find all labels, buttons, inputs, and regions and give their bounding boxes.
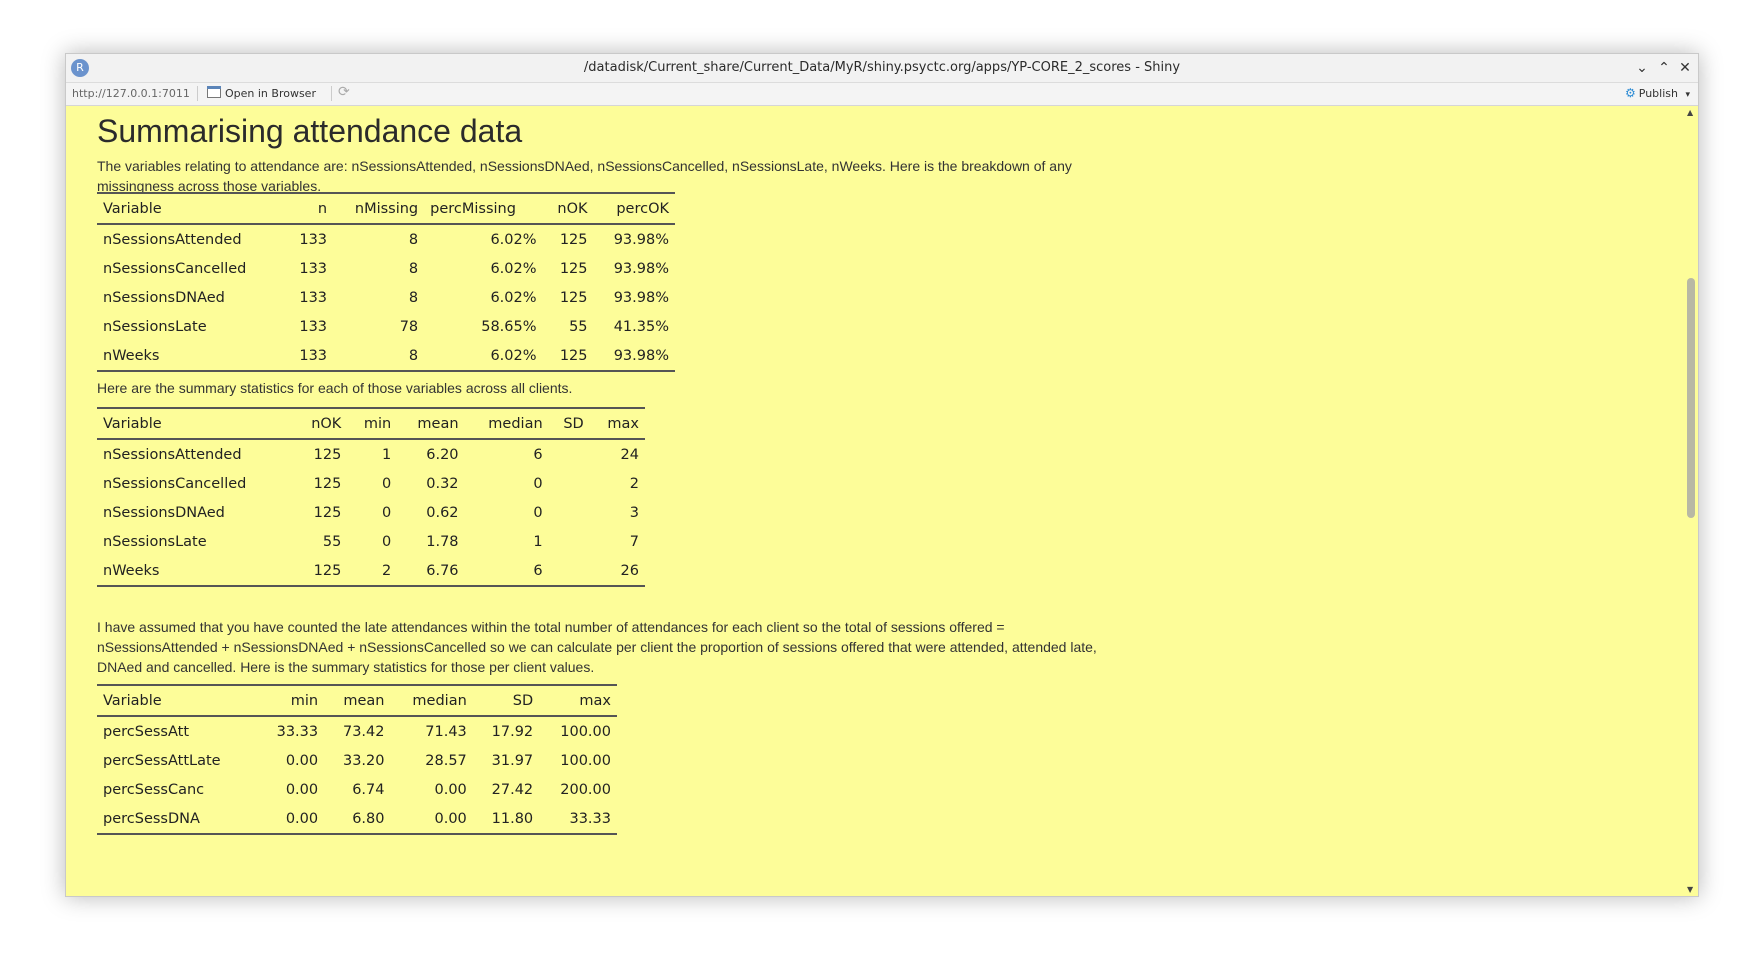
table-row	[97, 716, 617, 746]
table-cell	[549, 498, 590, 527]
table-cell: 100.00	[560, 752, 611, 769]
table-cell: 93.98%	[613, 260, 669, 277]
table-cell: 125	[313, 446, 342, 463]
table-cell: 2	[381, 562, 392, 579]
table-cell: nSessionsCancelled	[103, 475, 247, 492]
per-client-table	[97, 684, 617, 835]
table-cell: 133	[299, 347, 328, 364]
table-cell: 3	[629, 504, 639, 521]
table-cell: 0	[381, 504, 392, 521]
table-cell: 133	[299, 289, 328, 306]
table-row	[97, 746, 617, 775]
table-cell: 8	[408, 289, 419, 306]
table-cell: 33.20	[342, 752, 385, 769]
table-cell: 0.00	[434, 810, 467, 827]
table-cell: 133	[299, 260, 328, 277]
table-cell: 125	[559, 289, 588, 306]
table-row	[97, 498, 645, 527]
scrollbar-thumb[interactable]	[1687, 278, 1695, 518]
table-cell: 6.02%	[490, 231, 537, 248]
viewer-toolbar	[66, 83, 1698, 106]
table-cell: 8	[408, 347, 419, 364]
publish-label: Publish	[1638, 87, 1678, 100]
shiny-window	[65, 53, 1699, 897]
summary-intro-paragraph: Here are the summary statistics for each of those variables across all clients.	[97, 380, 573, 396]
column-header: mean	[397, 408, 464, 439]
vertical-scrollbar[interactable]	[1684, 106, 1698, 896]
table-cell: nSessionsDNAed	[103, 289, 225, 306]
table-cell: 26	[620, 562, 639, 579]
table-row	[97, 283, 675, 312]
table-cell: 93.98%	[613, 289, 669, 306]
table-cell: 78	[399, 318, 419, 335]
table-cell: 24	[620, 446, 639, 463]
table-cell: percSessAtt	[103, 723, 190, 740]
column-header: nOK	[543, 193, 594, 224]
column-header: Variable	[97, 408, 294, 439]
table-cell: 55	[569, 318, 588, 335]
table-cell: 1	[533, 533, 543, 550]
open-in-browser-label: Open in Browser	[225, 87, 316, 100]
table-cell: 100.00	[560, 723, 611, 740]
r-app-icon: R	[71, 59, 89, 77]
table-row	[97, 312, 675, 341]
table-cell: 133	[299, 231, 328, 248]
table-header-row	[97, 685, 617, 716]
table-cell: 6	[533, 562, 543, 579]
maximize-icon[interactable]: ⌃	[1658, 60, 1670, 76]
table-row	[97, 439, 645, 469]
scroll-up-icon[interactable]: ▲	[1687, 108, 1694, 117]
column-header: Variable	[97, 685, 258, 716]
table-cell: 6.76	[426, 562, 459, 579]
table-cell: 58.65%	[481, 318, 537, 335]
table-cell: 6.74	[352, 781, 385, 798]
missingness-table	[97, 192, 675, 372]
column-header: nOK	[294, 408, 347, 439]
table-cell: 125	[559, 347, 588, 364]
url-label: http://127.0.0.1:7011	[72, 87, 190, 100]
column-header: median	[465, 408, 549, 439]
table-cell: 125	[559, 260, 588, 277]
column-header: max	[590, 408, 645, 439]
publish-icon: ⚙	[1624, 86, 1636, 100]
table-row	[97, 224, 675, 254]
column-header: Variable	[97, 193, 285, 224]
table-row	[97, 254, 675, 283]
table-row	[97, 775, 617, 804]
table-cell: nSessionsLate	[103, 533, 207, 550]
table-cell: 0	[533, 475, 543, 492]
table-cell: 55	[322, 533, 342, 550]
column-header: SD	[473, 685, 539, 716]
table-cell: 125	[313, 475, 342, 492]
open-in-browser-button[interactable]	[207, 86, 316, 100]
table-cell: 6.02%	[490, 260, 537, 277]
table-cell: percSessAttLate	[103, 752, 221, 769]
column-header: median	[390, 685, 472, 716]
table-header-row	[97, 408, 645, 439]
table-cell: 93.98%	[613, 347, 669, 364]
table-cell: 0.32	[426, 475, 459, 492]
table-cell: 133	[299, 318, 328, 335]
table-cell: nSessionsAttended	[103, 446, 242, 463]
table-cell: 1.78	[426, 533, 459, 550]
table-cell: percSessDNA	[103, 810, 200, 827]
table-cell: 8	[408, 260, 419, 277]
table-cell: 0	[533, 504, 543, 521]
minimize-icon[interactable]: ⌄	[1636, 60, 1648, 76]
table-row	[97, 469, 645, 498]
table-row	[97, 804, 617, 834]
table-cell: nWeeks	[103, 562, 160, 579]
chevron-down-icon: ▾	[1685, 90, 1690, 100]
table-row	[97, 527, 645, 556]
table-cell	[549, 439, 590, 469]
title-bar	[66, 54, 1698, 83]
table-cell: 11.80	[491, 810, 534, 827]
table-row	[97, 341, 675, 371]
toolbar-divider	[197, 86, 198, 101]
table-cell: 125	[313, 562, 342, 579]
table-cell: nSessionsLate	[103, 318, 207, 335]
table-cell: 0	[381, 475, 392, 492]
table-cell: 6.80	[352, 810, 385, 827]
table-cell: nSessionsAttended	[103, 231, 242, 248]
table-cell: 71.43	[425, 723, 467, 740]
table-cell: 2	[629, 475, 639, 492]
table-cell: 17.92	[491, 723, 534, 740]
window-title: /datadisk/Current_share/Current_Data/MyR/shiny.psyctc.org/apps/YP-CORE_2_scores - Shiny	[583, 60, 1181, 75]
column-header: n	[285, 193, 333, 224]
table-cell: 33.33	[569, 810, 611, 827]
table-cell	[549, 527, 590, 556]
table-cell	[549, 469, 590, 498]
column-header: nMissing	[333, 193, 424, 224]
table-cell: 7	[629, 533, 639, 550]
app-content	[66, 106, 1684, 896]
table-cell: 28.57	[425, 752, 467, 769]
table-cell: nSessionsDNAed	[103, 504, 225, 521]
column-header: max	[539, 685, 617, 716]
intro-paragraph: The variables relating to attendance are: nSessionsAttended, nSessionsDNAed, nSessionsCancelled, nSessionsLate, nWeeks. Here is the breakdown of any missingness across those variables.	[97, 158, 1072, 194]
table-cell: 6	[533, 446, 543, 463]
browser-window-icon	[207, 86, 221, 98]
table-cell: 125	[313, 504, 342, 521]
table-cell: 73.42	[342, 723, 385, 740]
table-cell: 0.62	[426, 504, 459, 521]
column-header: SD	[549, 408, 590, 439]
table-cell: 31.97	[491, 752, 534, 769]
table-cell: 200.00	[560, 781, 611, 798]
table-cell: 0	[381, 533, 392, 550]
publish-button[interactable]	[1625, 86, 1690, 100]
table-cell: nWeeks	[103, 347, 160, 364]
table-cell: 8	[408, 231, 419, 248]
scroll-down-icon[interactable]: ▼	[1687, 885, 1694, 894]
table-cell: 0.00	[285, 752, 319, 769]
toolbar-divider	[331, 86, 332, 101]
table-cell: 6.02%	[490, 347, 537, 364]
table-cell: 41.35%	[613, 318, 669, 335]
table-cell: 1	[381, 446, 392, 463]
table-cell: 0.00	[285, 810, 319, 827]
column-header: percMissing	[424, 193, 542, 224]
table-cell: 6.20	[426, 446, 459, 463]
column-header: percOK	[594, 193, 675, 224]
table-cell: nSessionsCancelled	[103, 260, 247, 277]
table-cell: 33.33	[276, 723, 319, 740]
table-cell: 93.98%	[613, 231, 669, 248]
table-cell: 0.00	[434, 781, 467, 798]
table-cell: 0.00	[285, 781, 319, 798]
column-header: min	[347, 408, 397, 439]
page-title: Summarising attendance data	[97, 113, 523, 149]
table-cell: percSessCanc	[103, 781, 205, 798]
column-header: min	[258, 685, 324, 716]
table-cell: 6.02%	[490, 289, 537, 306]
table-cell	[549, 556, 590, 586]
summary-statistics-table	[97, 407, 645, 587]
column-header: mean	[324, 685, 390, 716]
table-row	[97, 556, 645, 586]
close-icon[interactable]: ✕	[1679, 60, 1691, 76]
table-header-row	[97, 193, 675, 224]
table-cell: 27.42	[491, 781, 534, 798]
table-cell: 125	[559, 231, 588, 248]
refresh-icon[interactable]: ⟳	[338, 84, 350, 100]
assumption-paragraph: I have assumed that you have counted the late attendances within the total number of attendances for each client so the total of sessions offered = nSessionsAttended + nSessionsDNAed + nSessionsCancelled so we can calculate per client the proportion of sessions offered that were attended, attended late, DNAed and cancelled. Here is the summary statistics for those per client values.	[97, 619, 1097, 675]
